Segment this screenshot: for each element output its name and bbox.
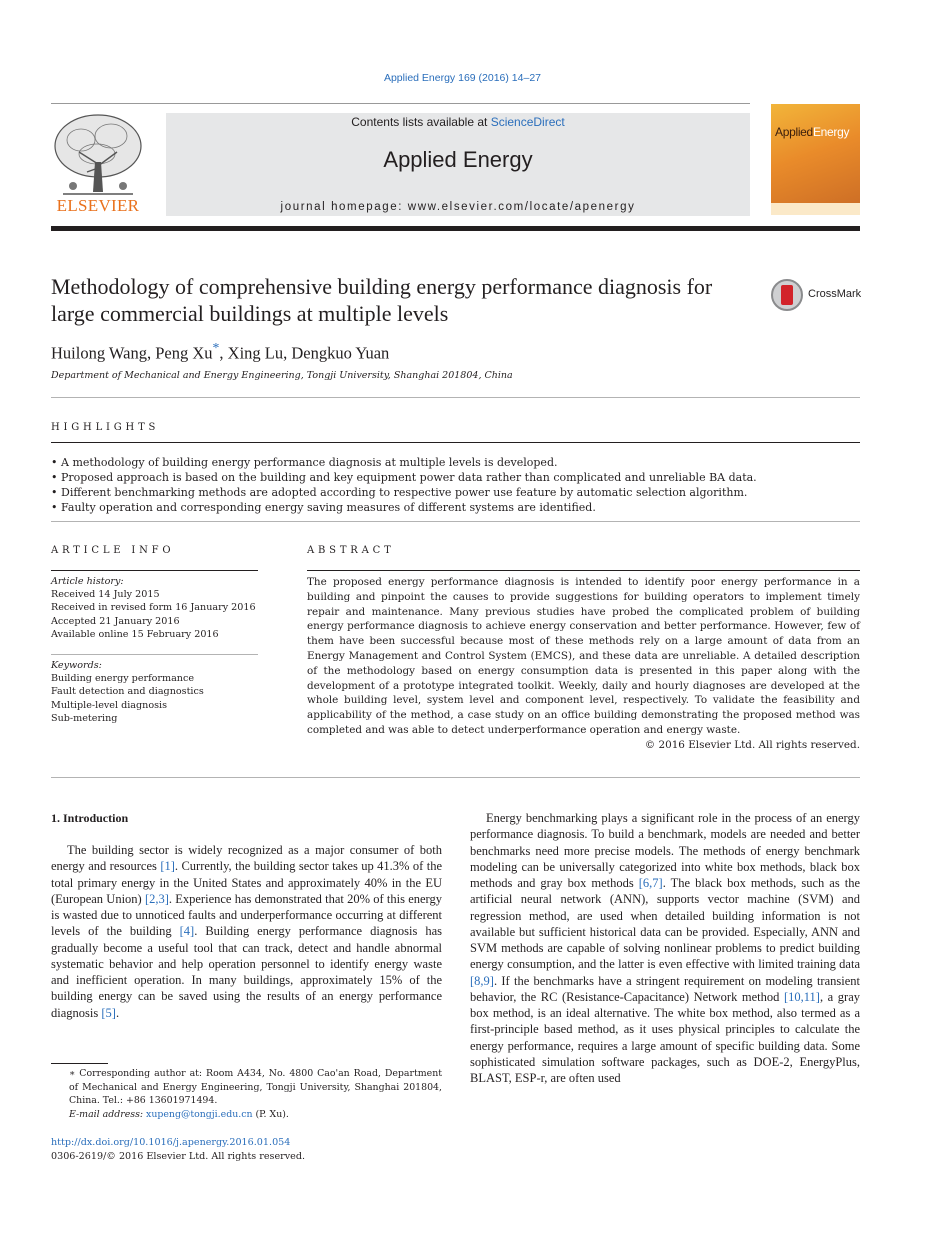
text-run: . [115, 1005, 120, 1020]
email-suffix: (P. Xu). [252, 1108, 289, 1120]
article-history-label: Article history: [51, 576, 124, 587]
tree-icon [51, 112, 145, 198]
paragraph [470, 810, 860, 1086]
contents-line [166, 115, 750, 129]
history-item: Accepted 21 January 2016 [51, 615, 180, 627]
divider [51, 570, 258, 571]
text-run: Energy benchmarking plays a significant role in the process of an energy performance diagnosis. To build a benchmark, models are needed and better benchmarks need more precise models. The methods of energy benchmark modeling can be universally categorized into white box methods, black box methods and gray box methods [470, 811, 860, 890]
email-line [51, 1108, 442, 1122]
footnote-rule [51, 1063, 108, 1064]
divider [51, 397, 860, 398]
text-run: . Currently, the building sector takes up 41.3% of the total primary energy in the United States and approximately 40% in the EU (European Union) [51, 859, 442, 906]
body-column-right [470, 810, 860, 1086]
divider [307, 570, 860, 571]
divider [51, 442, 860, 443]
keyword: Multiple-level diagnosis [51, 699, 168, 711]
cover-title-b: Energy [812, 125, 850, 139]
text-run: . Experience has demonstrated that 20% of this energy is wasted due to unnoticed faults and underperformance occurring at different levels of the building [51, 891, 442, 939]
text-run: The building sector is widely recognized as a major consumer of both energy and resources [51, 843, 442, 874]
citation-link[interactable]: [6,7] [638, 876, 663, 890]
highlights-heading: HIGHLIGHTS [51, 422, 160, 433]
journal-banner [166, 113, 750, 216]
citation-link[interactable]: [5] [101, 1005, 116, 1020]
text-run: . Building energy performance diagnosis has gradually become a useful tool that can track, detect and handle abnormal systematic behavior and help operation personnel to identify energy waste and inefficient operation. In many buildings, approximately 15% of the building energy can be saved using the results of an energy performance diagnosis [51, 924, 443, 1020]
abstract-heading: ABSTRACT [307, 545, 395, 556]
contents-prefix: Contents lists available at [351, 115, 488, 129]
text-run: . If the benchmarks have a stringent requirement on modeling transient behavior, the RC (Resistance-Capacitance) Network method [470, 973, 860, 1004]
cover-title [775, 125, 849, 139]
cover-title-a: Applied [775, 125, 813, 139]
history-item: Received in revised form 16 January 2016 [51, 602, 256, 614]
citation-link[interactable]: [10,11] [783, 989, 820, 1004]
issn-line: 0306-2619/© 2016 Elsevier Ltd. All rights reserved. [51, 1151, 306, 1162]
corresponding-author-mark[interactable]: * [212, 340, 220, 355]
footnote [51, 1067, 442, 1121]
header-rule [51, 103, 750, 104]
abstract-text: The proposed energy performance diagnosis is intended to identify poor energy performance in a building and pinpoint the causes to provide suggestions for building operators to implement timely repair and maintenance. Many previous studies have probed the complicated problem of building energy performance diagnosis to achieve energy conservation and better performance. However, few of them have been successful because most of these methods rely on a large amount of data from an Energy Management and Control System (EMCS), and these data are unreliable. A detailed description of the methodology based on energy consumption data is presented in this paper along with the development of a prototype integrated toolkit. Weekly, daily and hourly diagnoses are developed at the whole building level, system level and component level, respectively. To validate the feasibility and applicability of the method, a case study on an office building demonstrating the proposed method was completed and was able to detect underperformance operation and energy waste. [307, 576, 860, 736]
text-run: . The black box methods, such as the artificial neural network (ANN), supports vector machine (SVM) and regression method, are used when detailed building information is not available but sufficient historical data can be provided. Especially, ANN and SVM methods are capable of solving nonlinear problems to predict building energy consumption, and the latter is even effective with limited training data [470, 876, 860, 972]
keywords-label: Keywords: [51, 660, 102, 671]
text-run: , a gray box method, is an ideal alternative. The white box method, also termed as a first-principle based method, as it uses physical principles to calculate the energy performance, requires a large amount of specific building data. Some sophisticated simulation software packages, such as DOE-2, EnergyPlus, BLAST, ESP-r, are often used [470, 989, 860, 1085]
section-heading: 1. Introduction [51, 811, 129, 825]
history-item: Available online 15 February 2016 [51, 628, 219, 640]
affiliation: Department of Mechanical and Energy Engineering, Tongji University, Shanghai 201804, China [51, 370, 513, 381]
crossmark-icon [771, 279, 803, 311]
keyword: Sub-metering [51, 712, 118, 724]
doi-block [51, 1136, 305, 1164]
email-label: E-mail address: [69, 1108, 144, 1120]
email-link[interactable]: xupeng@tongji.edu.cn [146, 1108, 253, 1120]
paragraph [51, 842, 442, 1021]
citation-link[interactable]: [2,3] [144, 891, 169, 906]
abstract-copyright: © 2016 Elsevier Ltd. All rights reserved. [644, 739, 860, 751]
publisher-name: ELSEVIER [56, 196, 140, 215]
journal-homepage[interactable]: journal homepage: www.elsevier.com/locate/apenergy [280, 201, 636, 213]
header-thick-rule [51, 226, 860, 231]
journal-title: Applied Energy [383, 147, 533, 172]
highlights-list [51, 455, 861, 515]
article-info-heading: ARTICLE INFO [51, 545, 175, 556]
body-column-left [51, 842, 442, 1021]
highlight-item: • Faulty operation and corresponding energy saving measures of different systems are identified. [51, 500, 861, 515]
authors-part-a: Huilong Wang, Peng Xu [51, 343, 213, 363]
doi-link[interactable]: http://dx.doi.org/10.1016/j.apenergy.2016.01.054 [51, 1137, 291, 1148]
keyword: Building energy performance [51, 673, 195, 685]
divider [51, 521, 860, 522]
elsevier-logo [51, 112, 145, 216]
cover-bar [771, 203, 860, 215]
divider [51, 777, 860, 778]
journal-reference[interactable]: Applied Energy 169 (2016) 14–27 [383, 72, 542, 84]
divider [51, 654, 258, 655]
article-history [51, 575, 258, 641]
highlight-item: • Proposed approach is based on the building and key equipment power data rather than complicated and unreliable BA data. [51, 470, 861, 485]
crossmark-label: CrossMark [808, 288, 862, 300]
keywords [51, 659, 258, 725]
corresponding-author-note: ∗ Corresponding author at: Room A434, No. 4800 Cao'an Road, Department of Mechanical and Energy Engineering, Tongji University, Shanghai 201804, China. Tel.: +86 13601971494. [69, 1068, 442, 1106]
highlight-item: • A methodology of building energy performance diagnosis at multiple levels is developed. [51, 455, 861, 470]
citation-link[interactable]: [1] [160, 859, 175, 874]
authors-part-b: , Xing Lu, Dengkuo Yuan [219, 343, 390, 363]
sciencedirect-link[interactable]: ScienceDirect [490, 115, 565, 129]
article-title: Methodology of comprehensive building energy performance diagnosis for large commercial buildings at multiple levels [51, 274, 713, 326]
history-item: Received 14 July 2015 [51, 589, 160, 601]
crossmark-button[interactable] [771, 279, 866, 311]
citation-link[interactable]: [8,9] [470, 973, 494, 988]
keyword: Fault detection and diagnostics [51, 686, 204, 698]
author-list [51, 340, 389, 364]
highlight-item: • Different benchmarking methods are adopted according to respective power use feature by automatic selection algorithm. [51, 485, 861, 500]
citation-link[interactable]: [4] [179, 924, 195, 939]
journal-cover [771, 104, 860, 215]
